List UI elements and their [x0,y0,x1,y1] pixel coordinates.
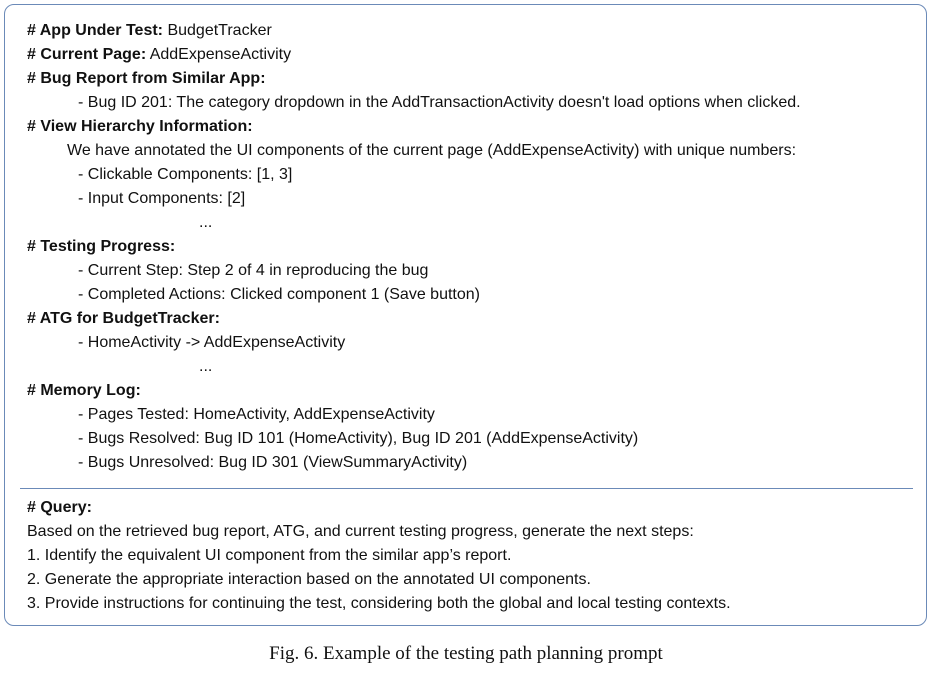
label: # Current Page: [27,46,147,63]
testing-progress-heading: # Testing Progress: [27,238,176,255]
value: AddExpenseActivity [146,46,292,63]
bug-report-heading: # Bug Report from Similar App: [27,70,266,87]
query-intro: Based on the retrieved bug report, ATG, and current testing progress, generate the next steps: [27,523,694,540]
value: BudgetTracker [163,22,272,39]
current-step: - Current Step: Step 2 of 4 in reproducing the bug [78,262,429,279]
memory-log-heading: # Memory Log: [27,382,141,399]
completed-actions: - Completed Actions: Clicked component 1 (Save button) [78,286,480,303]
divider [20,488,913,489]
input-components: - Input Components: [2] [78,190,246,207]
ellipsis: ... [199,358,213,375]
pages-tested: - Pages Tested: HomeActivity, AddExpenseActivity [78,406,435,423]
view-hierarchy-intro: We have annotated the UI components of the current page (AddExpenseActivity) with unique numbers: [67,142,797,159]
clickable-components: - Clickable Components: [1, 3] [78,166,293,183]
query-step: 1. Identify the equivalent UI component from the similar app’s report. [27,547,512,564]
view-hierarchy-heading: # View Hierarchy Information: [27,118,253,135]
app-under-test [27,19,801,43]
bugs-unresolved: - Bugs Unresolved: Bug ID 301 (ViewSummaryActivity) [78,454,468,471]
atg-item: - HomeActivity -> AddExpenseActivity [78,334,346,351]
label: # App Under Test: [27,22,164,39]
figure-caption: Fig. 6. Example of the testing path planning prompt [269,643,663,664]
query-section [27,496,731,616]
current-page [27,43,801,67]
atg-heading: # ATG for BudgetTracker: [27,310,220,327]
query-heading: # Query: [27,499,92,516]
query-step: 3. Provide instructions for continuing the test, considering both the global and local testing contexts. [27,595,731,612]
bug-report-item: - Bug ID 201: The category dropdown in the AddTransactionActivity doesn't load options when clicked. [78,94,801,111]
ellipsis: ... [199,214,213,231]
query-step: 2. Generate the appropriate interaction based on the annotated UI components. [27,571,591,588]
bugs-resolved: - Bugs Resolved: Bug ID 101 (HomeActivity), Bug ID 201 (AddExpenseActivity) [78,430,639,447]
prompt-context [27,19,801,475]
